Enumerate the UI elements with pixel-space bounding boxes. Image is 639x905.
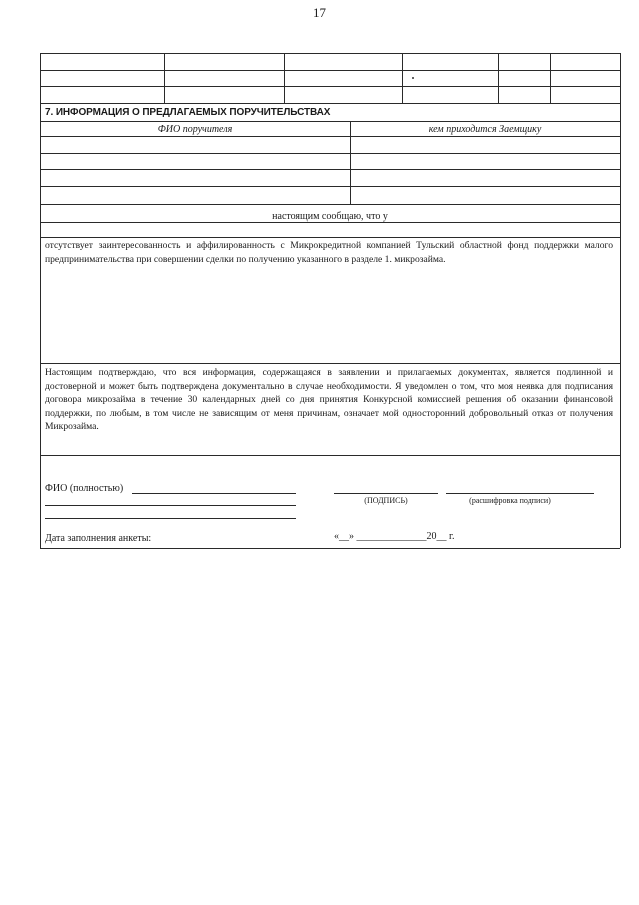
page-number: 17 <box>313 5 326 20</box>
table-line <box>40 222 620 223</box>
box-line <box>40 455 620 456</box>
table-line <box>40 136 620 137</box>
table-cell-divider <box>164 53 165 103</box>
fio-field-line-2[interactable] <box>45 505 296 506</box>
table-cell-divider <box>402 53 403 103</box>
table-line <box>40 121 620 122</box>
date-field[interactable]: «__» ______________20__ г. <box>334 531 455 542</box>
table-line <box>40 186 620 187</box>
table-line <box>40 103 620 104</box>
table-line <box>40 169 620 170</box>
date-label: Дата заполнения анкеты: <box>45 533 152 544</box>
table-cell-divider <box>284 53 285 103</box>
confirmation-paragraph: Настоящим подтверждаю, что вся информация, содержащаяся в заявлении и прилагаемых документах, является подлинной и достоверной и может быть подтверждена документально в случае необходимости. Я уведомлен о том, что моя неявка для подписания договора микрозайма в течение 30 календарных дней со дня принятия Конкурсной комиссией решения об оказании финансовой поддержки, по любым, в том числе не зависящим от меня причинам, означает мой односторонний добровольный отказ от получения Микрозайма. <box>45 367 613 432</box>
table-cell-divider <box>498 53 499 103</box>
table-cell-divider <box>550 53 551 103</box>
relation-header: кем приходится Заемщику <box>428 124 542 135</box>
decoding-line[interactable] <box>446 493 594 494</box>
guarantor-name-header: ФИО поручителя <box>157 124 233 135</box>
table-border <box>620 53 621 103</box>
fio-field-line[interactable] <box>132 493 296 494</box>
table-line <box>40 204 620 205</box>
notice-line: настоящим сообщаю, что у <box>272 211 388 222</box>
form-border-bottom <box>40 548 620 549</box>
table-border <box>40 53 41 103</box>
ink-dot <box>412 77 414 79</box>
table-line <box>40 153 620 154</box>
form-border-right <box>620 103 621 548</box>
table-line <box>40 70 620 71</box>
form-border-left <box>40 103 41 548</box>
table-line <box>40 86 620 87</box>
fio-label: ФИО (полностью) <box>45 483 124 494</box>
signature-caption: (ПОДПИСЬ) <box>364 496 408 505</box>
box-line <box>40 363 620 364</box>
fio-field-line-3[interactable] <box>45 518 296 519</box>
signature-line[interactable] <box>334 493 438 494</box>
conflict-paragraph: отсутствует заинтересованность и аффилированность с Микрокредитной компанией Тульский областной фонд поддержки малого предпринимательства при совершении сделки по получению указанного в разделе 1. микрозайма. <box>45 240 613 265</box>
section-title: 7. ИНФОРМАЦИЯ О ПРЕДЛАГАЕМЫХ ПОРУЧИТЕЛЬСТВАХ <box>45 107 331 118</box>
decoding-caption: (расшифровка подписи) <box>469 496 551 505</box>
table-line <box>40 53 620 54</box>
table-line <box>40 237 620 238</box>
